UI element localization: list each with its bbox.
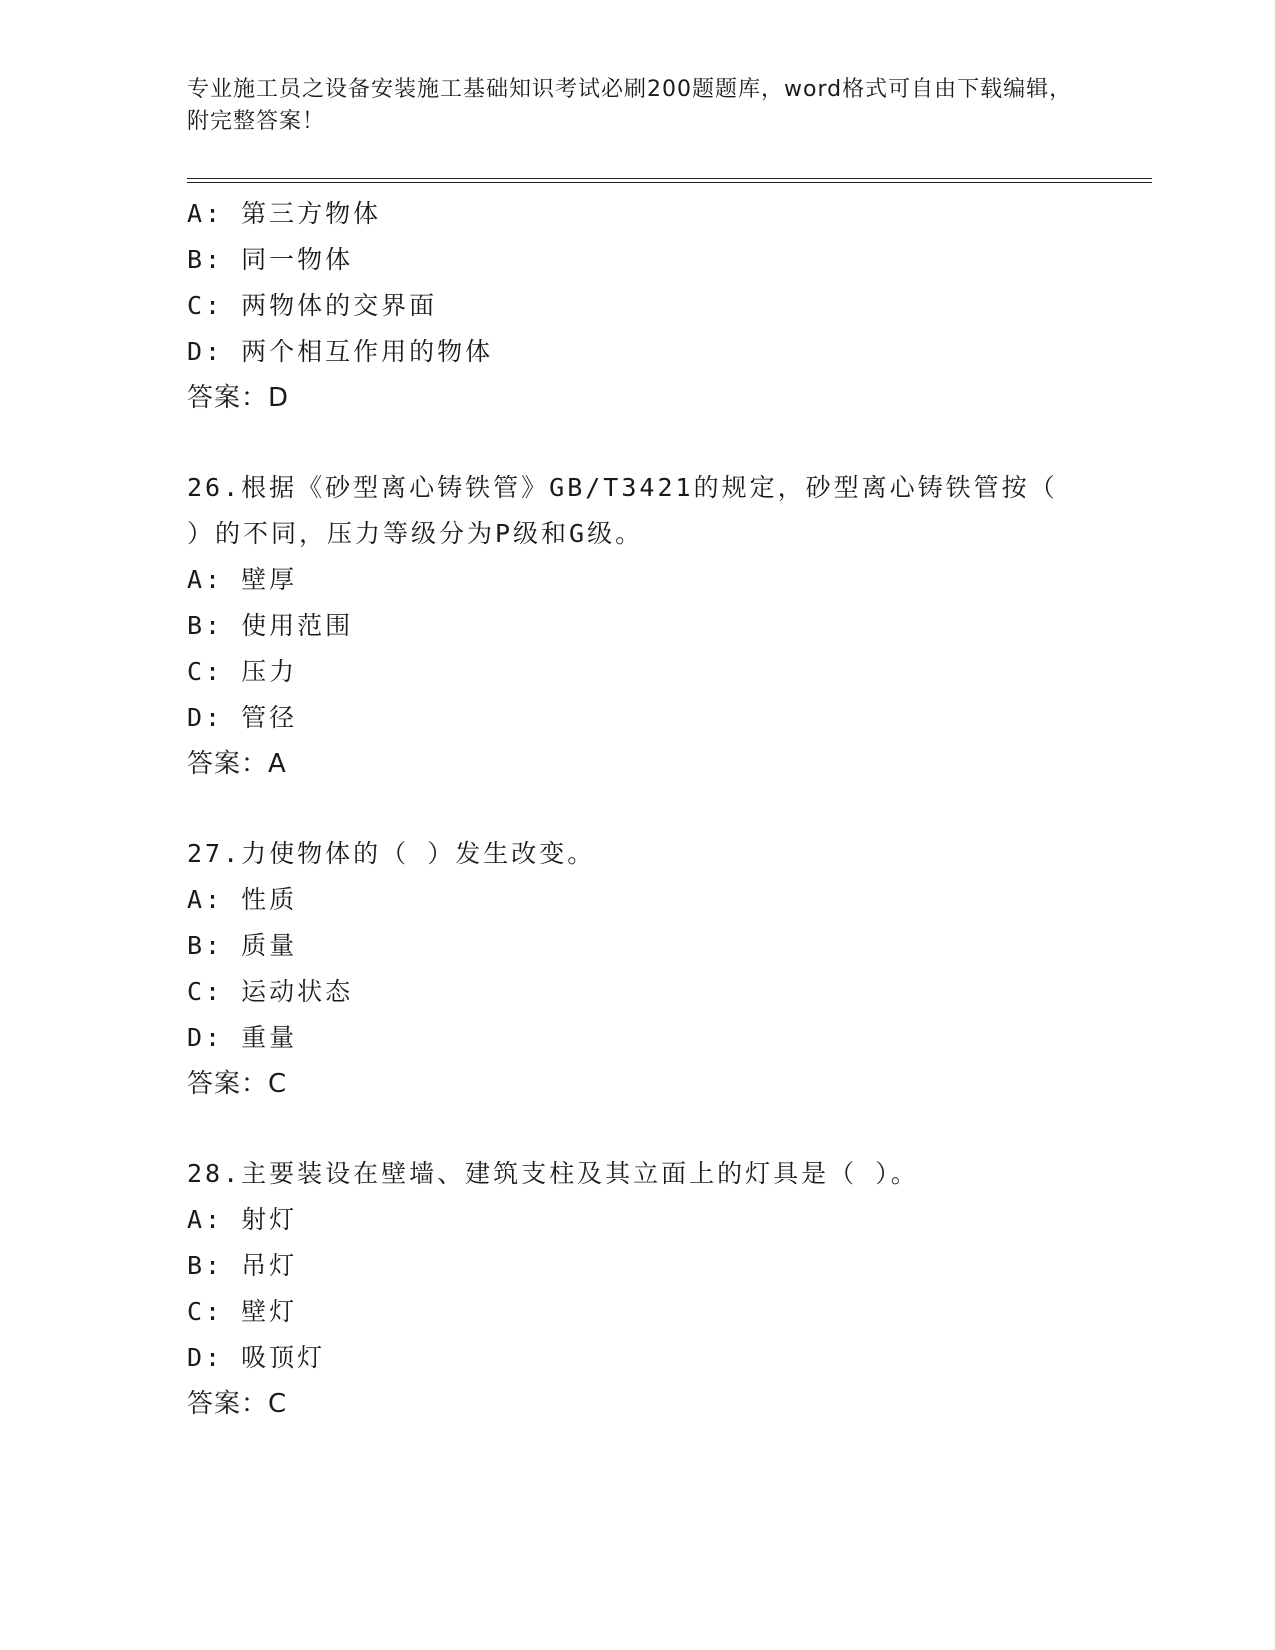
- option-b: B: 质量: [187, 931, 298, 960]
- question-item: [187, 465, 1147, 787]
- option-a: A: 性质: [187, 885, 298, 914]
- question-item: [187, 1151, 1147, 1427]
- option-d: D: 吸顶灯: [187, 1343, 326, 1372]
- question-list: [187, 191, 1147, 1427]
- option-b: B: 使用范围: [187, 611, 354, 640]
- question-stem: 26.根据《砂型离心铸铁管》GB/T3421的规定，砂型离心铸铁管按（ ）的不同，压力等级分为P级和G级。: [187, 473, 1058, 548]
- answer-line: 答案：D: [187, 383, 290, 413]
- option-c: C: 两物体的交界面: [187, 291, 438, 320]
- option-c: C: 壁灯: [187, 1297, 298, 1326]
- option-a: A: 壁厚: [187, 565, 298, 594]
- option-c: C: 压力: [187, 657, 298, 686]
- option-d: D: 管径: [187, 703, 298, 732]
- question-stem: 28.主要装设在壁墙、建筑支柱及其立面上的灯具是（ ）。: [187, 1159, 919, 1188]
- option-a: A: 射灯: [187, 1205, 298, 1234]
- answer-line: 答案：A: [187, 749, 287, 779]
- answer-line: 答案：C: [187, 1069, 288, 1099]
- option-b: B: 吊灯: [187, 1251, 298, 1280]
- option-b: B: 同一物体: [187, 245, 354, 274]
- option-c: C: 运动状态: [187, 977, 354, 1006]
- document-title: 专业施工员之设备安装施工基础知识考试必刷200题题库，word格式可自由下载编辑，附完整答案！: [187, 77, 1073, 134]
- option-d: D: 两个相互作用的物体: [187, 337, 494, 366]
- question-stem: 27.力使物体的（ ）发生改变。: [187, 839, 596, 868]
- header-divider: [187, 178, 1152, 183]
- question-item: [187, 831, 1147, 1107]
- option-a: A: 第三方物体: [187, 199, 382, 228]
- answer-line: 答案：C: [187, 1389, 288, 1419]
- option-d: D: 重量: [187, 1023, 298, 1052]
- question-item: [187, 191, 1147, 421]
